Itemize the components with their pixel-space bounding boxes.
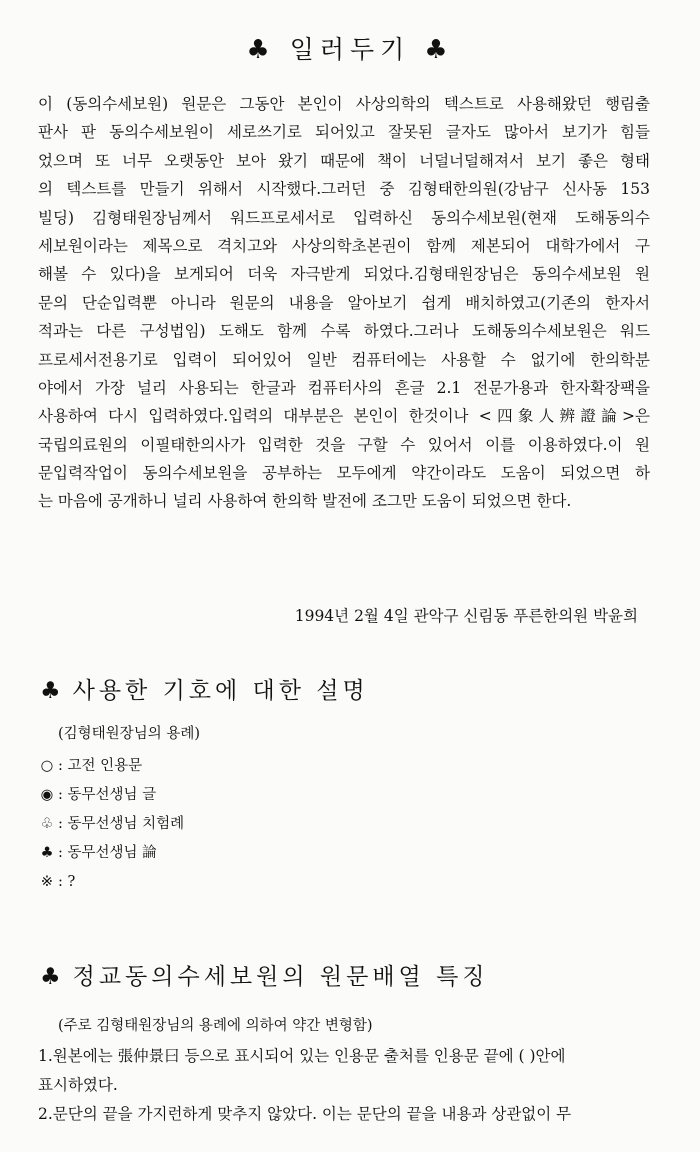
intro-paragraph	[38, 90, 650, 516]
circle-icon: ○	[40, 758, 54, 774]
club-icon: ♣	[246, 35, 276, 65]
reference-mark-icon: ※	[40, 874, 54, 890]
intro-line: 문입력작업이 동의수세보원을 공부하는 모두에게 약간이라도 도움이 되었으면 하	[38, 464, 650, 483]
intro-line: 사용하여 다시 입력하였다.입력의 대부분은 본인이 한것이나 <四象人辨證論>은	[38, 407, 650, 426]
section-heading-arrangement	[40, 958, 489, 991]
legend-text: : 동무선생님 論	[58, 845, 157, 861]
intro-line: 었으며 또 너무 오랫동안 보아 왔기 때문에 책이 너덜너덜해져서 보기 좋은 형태	[38, 151, 650, 170]
intro-line: 빌딩) 김형태원장님께서 워드프로세서로 입력하신 동의수세보원(현재 도해동의수	[38, 208, 650, 227]
feature-line: 2.문단의 끝을 가지런하게 맞추지 않았다. 이는 문단의 끝을 내용과 상관없이 무	[38, 1105, 572, 1123]
bullseye-icon: ◉	[40, 787, 54, 803]
intro-line: 적과는 다른 구성법임) 도해도 함께 수록 하였다.그러나 도해동의수세보원은 워드	[38, 322, 650, 341]
intro-line: 해볼 수 있다)을 보게되어 더욱 자극받게 되었다.김형태원장님은 동의수세보원 원	[38, 265, 650, 284]
club-icon: ♣	[40, 845, 54, 861]
section-heading-text: 정교동의수세보원의 원문배열 특징	[72, 964, 489, 990]
legend-text: : 고전 인용문	[58, 758, 143, 774]
club-icon: ♣	[40, 964, 65, 990]
legend-text: : 동무선생님 치험례	[58, 816, 185, 832]
intro-line: 세보원이라는 제목으로 격치고와 사상의학초본권이 함께 제본되어 대학가에서 구	[38, 236, 650, 255]
signature-line: 1994년 2월 4일 관악구 신림동 푸른한의원 박윤희	[294, 607, 638, 625]
club-outline-icon: ♧	[40, 816, 54, 832]
intro-line: 는 마음에 공개하니 널리 사용하여 한의학 발전에 조그만 도움이 되었으면 한다.	[38, 492, 572, 511]
page-title	[0, 30, 700, 66]
feature-list	[38, 1042, 658, 1129]
club-icon: ♣	[40, 678, 65, 704]
section-heading-text: 사용한 기호에 대한 설명	[72, 678, 369, 704]
section-subtitle: (김형태원장님의 용례)	[58, 726, 200, 742]
intro-line: 야에서 가장 널리 사용되는 한글과 컴퓨터사의 흔글 2.1 전문가용과 한자확장팩을	[38, 378, 650, 397]
intro-line: 프로세서전용기로 입력이 되어있어 일반 컴퓨터에는 사용할 수 없기에 한의학분	[38, 350, 650, 369]
intro-line: 의 텍스트를 만들기 위해서 시작했다.그러던 중 김형태한의원(강남구 신사동 153	[38, 180, 650, 199]
feature-line: 1.원본에는 張仲景曰 등으로 표시되어 있는 인용문 출처를 인용문 끝에 ( )안에	[38, 1047, 566, 1065]
legend-item	[36, 810, 184, 839]
legend-text: : 동무선생님 글	[58, 787, 157, 803]
legend-item	[36, 839, 184, 868]
legend-item	[36, 781, 184, 810]
intro-line: 문의 단순입력뿐 아니라 원문의 내용을 알아보기 쉽게 배치하였고(기존의 한자서	[38, 293, 650, 312]
feature-line: 표시하였다.	[38, 1076, 118, 1094]
intro-line: 판사 판 동의수세보원이 세로쓰기로 되어있고 잘못된 글자도 많아서 보기가 힘들	[38, 123, 650, 142]
legend-item	[36, 752, 184, 781]
section-subtitle: (주로 김형태원장님의 용례에 의하여 약간 변형함)	[58, 1018, 373, 1034]
club-icon: ♣	[424, 35, 454, 65]
symbol-legend	[36, 752, 184, 897]
title-text: 일러두기	[289, 35, 411, 64]
legend-text: : ?	[58, 874, 76, 890]
section-heading-symbols	[40, 672, 369, 705]
legend-item	[36, 868, 184, 897]
intro-line: 국립의료원의 이필태한의사가 입력한 것을 구할 수 있어서 이를 이용하였다.이 원	[38, 435, 650, 454]
intro-line: 이 (동의수세보원) 원문은 그동안 본인이 사상의학의 텍스트로 사용해왔던 행림출	[38, 95, 650, 113]
